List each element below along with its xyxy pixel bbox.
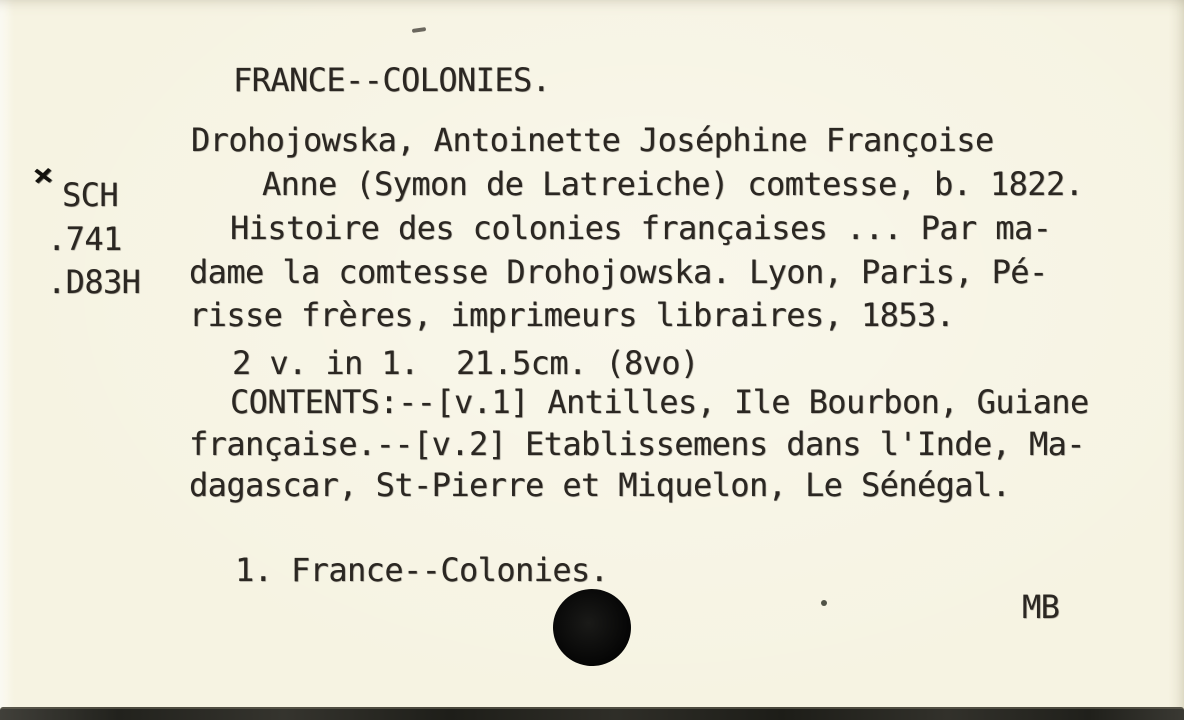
subject-tracing: 1. France--Colonies. bbox=[235, 551, 609, 589]
hole-punch-dot bbox=[549, 585, 636, 671]
title-statement-line: Histoire des colonies françaises ... Par ma- bbox=[230, 209, 1052, 247]
scan-artifact-dash bbox=[412, 27, 426, 33]
call-number-shelf: SCH bbox=[62, 176, 118, 214]
call-number-number: .741 bbox=[47, 220, 122, 258]
scan-artifact-dot bbox=[821, 600, 827, 606]
cataloger-initials: MB bbox=[1022, 588, 1060, 626]
contents-line: française.--[v.2] Etablissemens dans l'Inde, Ma- bbox=[189, 425, 1085, 463]
author-line: Drohojowska, Antoinette Joséphine Françoise bbox=[191, 121, 994, 159]
title-statement-line: risse frères, imprimeurs libraires, 1853. bbox=[189, 296, 955, 334]
contents-line: CONTENTS:--[v.1] Antilles, Ile Bourbon, Guiane bbox=[230, 383, 1089, 421]
card-bottom-edge bbox=[0, 707, 1184, 720]
contents-line: dagascar, St-Pierre et Miquelon, Le Sénégal. bbox=[189, 466, 1011, 504]
handwritten-x-mark: × bbox=[31, 157, 55, 194]
call-number-cutter: .D83H bbox=[47, 263, 141, 301]
collation-line: 2 v. in 1. 21.5cm. (8vo) bbox=[232, 344, 699, 382]
title-statement-line: dame la comtesse Drohojowska. Lyon, Paris, Pé- bbox=[189, 253, 1048, 291]
subject-heading: FRANCE--COLONIES. bbox=[233, 61, 551, 99]
author-line-continuation: Anne (Symon de Latreiche) comtesse, b. 1822. bbox=[262, 165, 1084, 203]
